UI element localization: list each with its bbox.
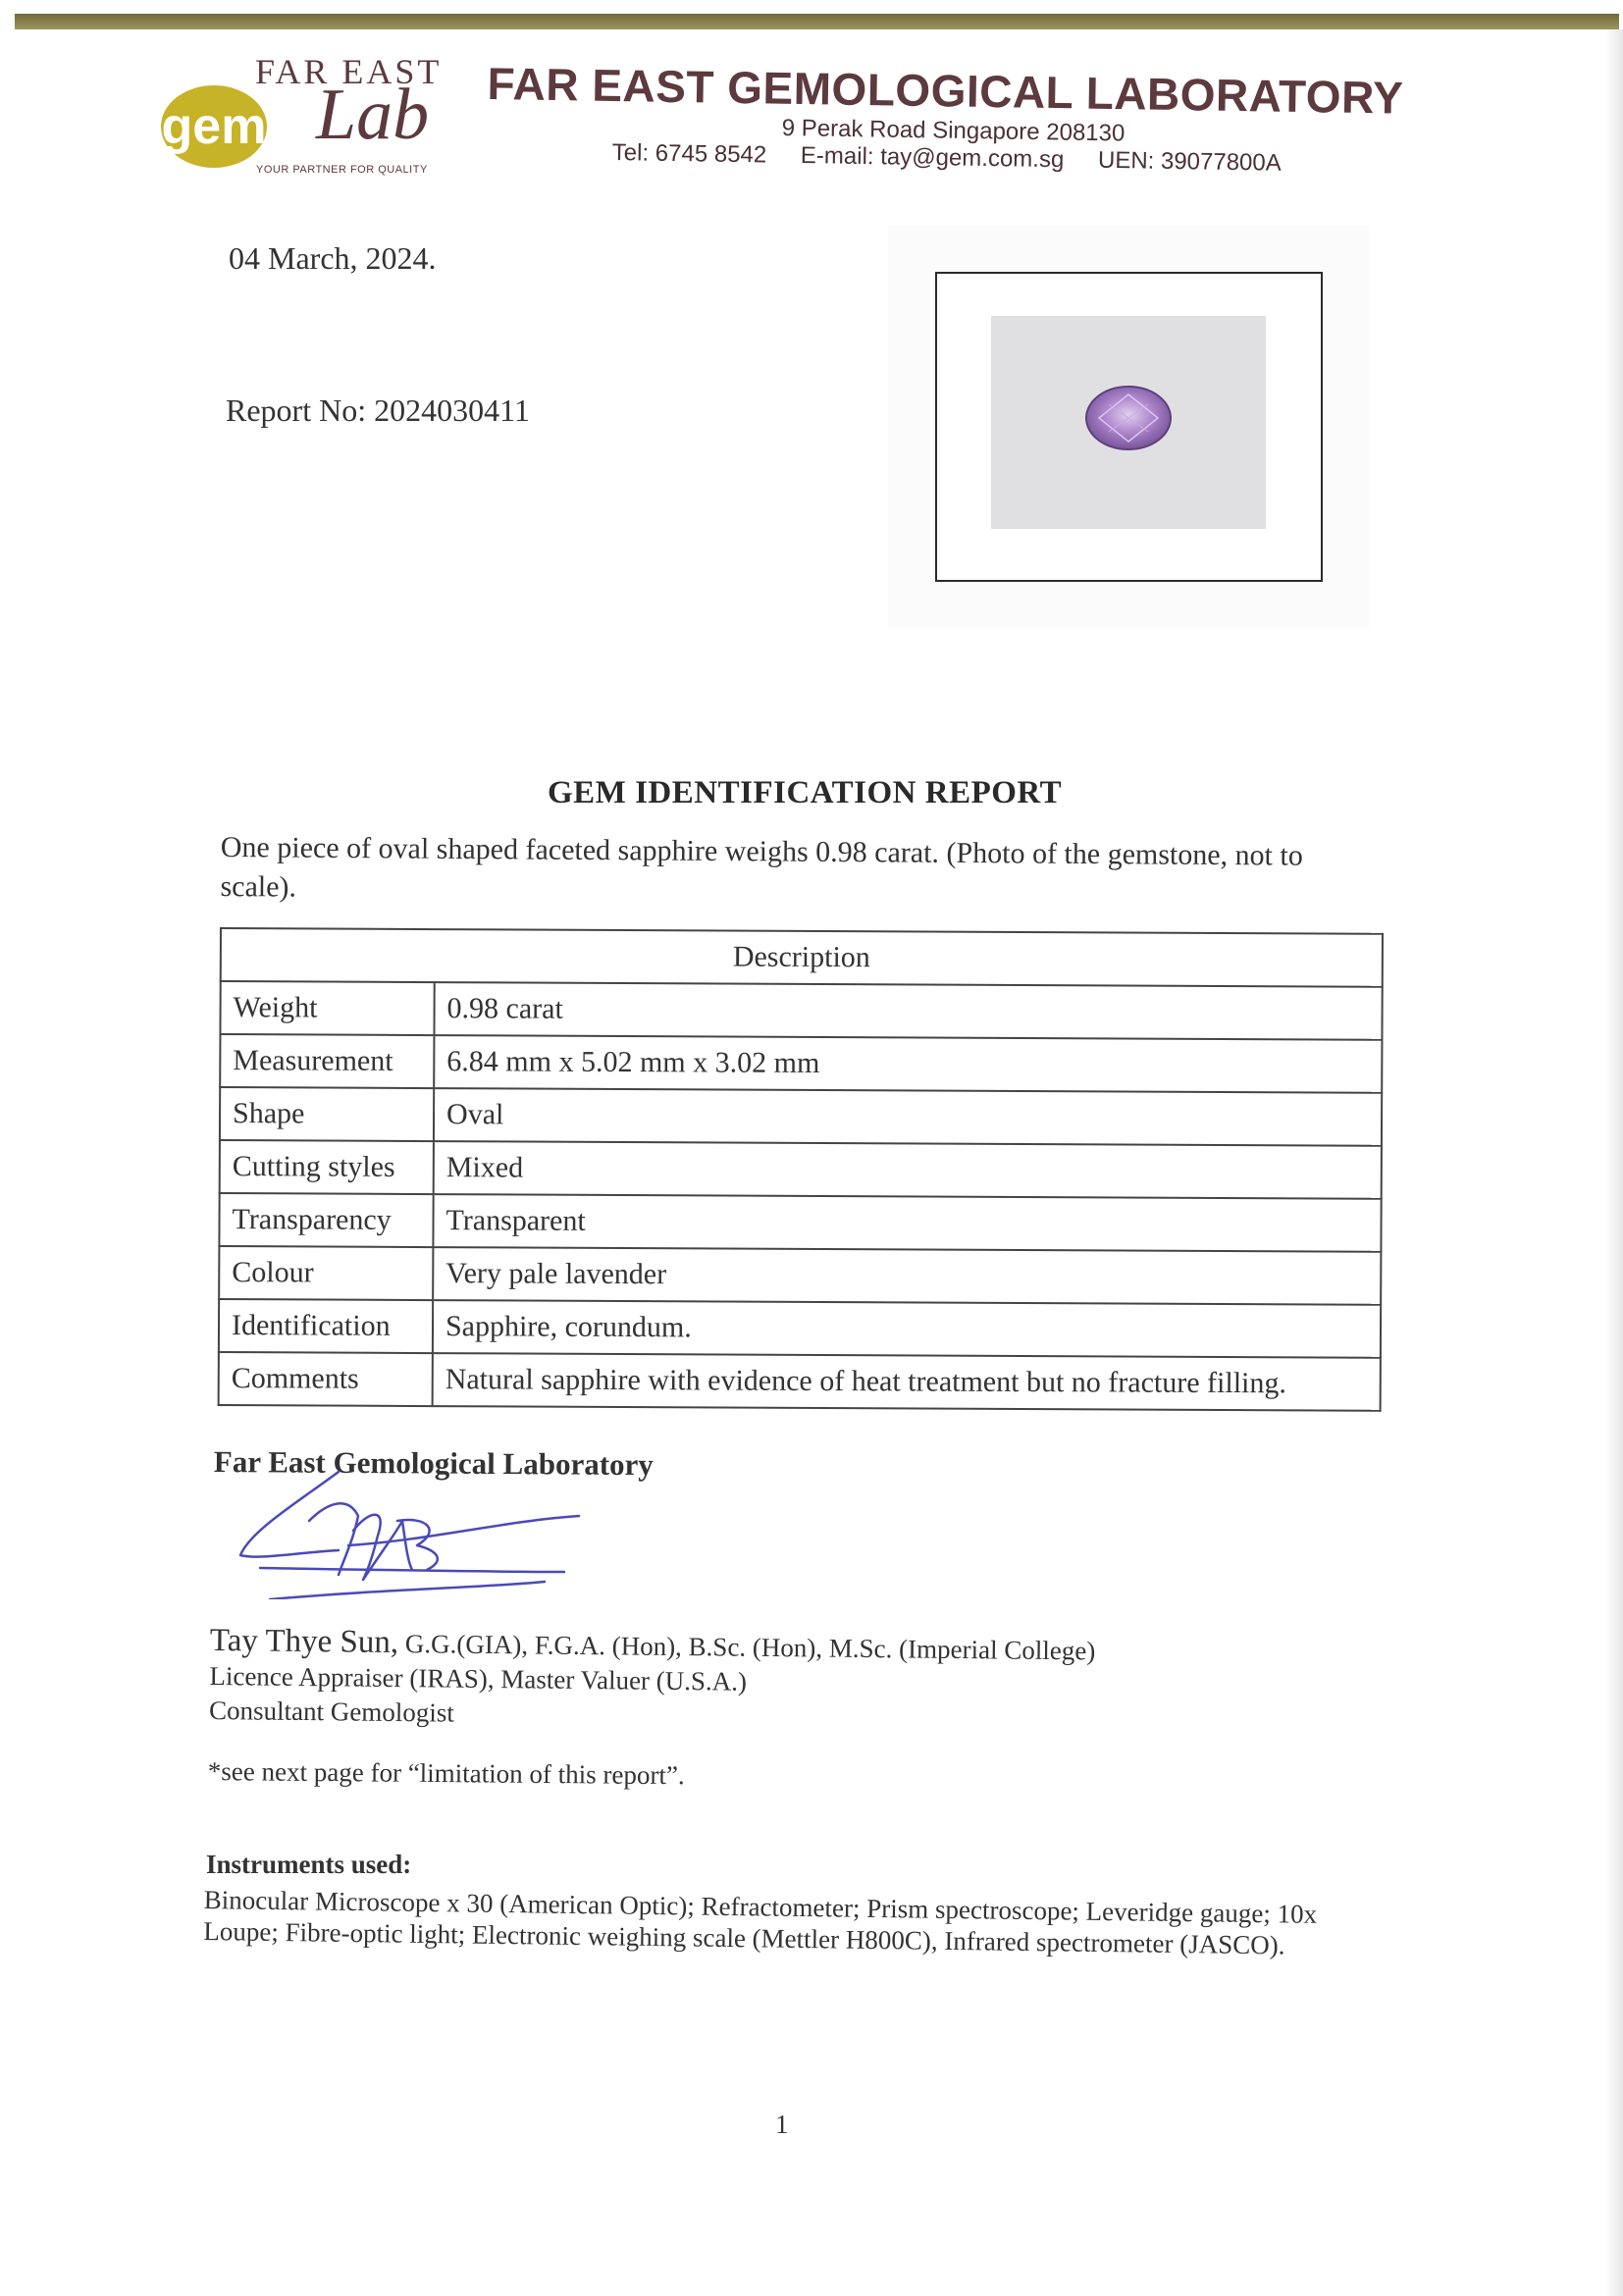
table-header-row xyxy=(221,928,1383,987)
row-label: Weight xyxy=(220,981,434,1035)
row-value: 0.98 carat xyxy=(434,982,1382,1040)
table-row xyxy=(219,1299,1381,1358)
handwritten-signature xyxy=(231,1462,584,1599)
signer-details xyxy=(209,1624,1096,1737)
lab-contact-line xyxy=(612,139,1309,178)
lab-uen: UEN: 39077800A xyxy=(1097,146,1282,177)
row-label: Comments xyxy=(219,1352,433,1406)
instruments-list: Binocular Microscope x 30 (American Optic); Refractometer; Prism spectroscope; Leveridge gauge; 10x Loupe; Fibre-optic light; Electronic weighing scale (Mettler H800C), Infrared spectrometer (JASCO). xyxy=(203,1884,1318,1960)
table-row xyxy=(219,1193,1381,1252)
limitation-note: *see next page for “limitation of this report”. xyxy=(207,1756,685,1791)
signing-laboratory: Far East Gemological Laboratory xyxy=(213,1444,654,1483)
lab-email: E-mail: tay@gem.com.sg xyxy=(800,142,1065,174)
row-label: Shape xyxy=(220,1087,434,1141)
row-label: Identification xyxy=(219,1299,433,1353)
table-row xyxy=(220,1140,1382,1199)
row-value: 6.84 mm x 5.02 mm x 3.02 mm xyxy=(434,1035,1382,1093)
logo-tagline: YOUR PARTNER FOR QUALITY xyxy=(256,164,428,176)
report-date: 04 March, 2024. xyxy=(229,240,437,276)
signer-line-2: Licence Appraiser (IRAS), Master Valuer (U.S.A.) xyxy=(209,1660,748,1696)
scan-edge-shadow xyxy=(1605,29,1623,2296)
row-value: Transparent xyxy=(433,1194,1381,1252)
lab-address: 9 Perak Road Singapore 208130 xyxy=(781,115,1126,147)
table-row xyxy=(220,1087,1382,1146)
row-label: Measurement xyxy=(220,1034,434,1088)
row-label: Transparency xyxy=(219,1193,433,1247)
table-header-cell: Description xyxy=(221,928,1383,987)
page-number: 1 xyxy=(775,2110,789,2139)
gemstone-photo xyxy=(991,316,1266,529)
instruments-heading: Instruments used: xyxy=(206,1850,412,1879)
row-label: Colour xyxy=(219,1246,433,1300)
row-value: Very pale lavender xyxy=(433,1247,1381,1305)
signer-title: Consultant Gemologist xyxy=(208,1695,454,1728)
row-value: Sapphire, corundum. xyxy=(433,1300,1381,1358)
report-number: Report No: 2024030411 xyxy=(226,392,530,428)
logo-lab-text: Lab xyxy=(316,75,430,155)
table-row xyxy=(219,1246,1381,1305)
table-row xyxy=(220,1034,1382,1093)
table-row xyxy=(220,981,1382,1040)
row-value: Mixed xyxy=(434,1141,1382,1199)
signer-credentials: G.G.(GIA), F.G.A. (Hon), B.Sc. (Hon), M.Sc. (Imperial College) xyxy=(404,1629,1096,1666)
row-label: Cutting styles xyxy=(220,1140,434,1194)
signer-name: Tay Thye Sun, xyxy=(209,1623,399,1661)
svg-text:gem: gem xyxy=(161,98,267,155)
lab-name-heading: FAR EAST GEMOLOGICAL LABORATORY xyxy=(487,57,1404,124)
report-intro: One piece of oval shaped faceted sapphire weighs 0.98 carat. (Photo of the gemstone, not to scale). xyxy=(220,830,1303,904)
report-title: GEM IDENTIFICATION REPORT xyxy=(548,775,1063,810)
gemstone-icon xyxy=(991,316,1266,529)
logo-gem-icon xyxy=(160,84,268,169)
row-value: Natural sapphire with evidence of heat treatment but no fracture filling. xyxy=(433,1353,1381,1411)
gemstone-photo-frame xyxy=(935,272,1323,582)
logo-far-east-text: FAR EAST xyxy=(255,52,443,91)
table-row xyxy=(219,1352,1381,1411)
row-value: Oval xyxy=(434,1088,1382,1146)
description-table xyxy=(218,927,1384,1412)
top-border-bar xyxy=(15,14,1619,29)
lab-telephone: Tel: 6745 8542 xyxy=(611,139,767,169)
